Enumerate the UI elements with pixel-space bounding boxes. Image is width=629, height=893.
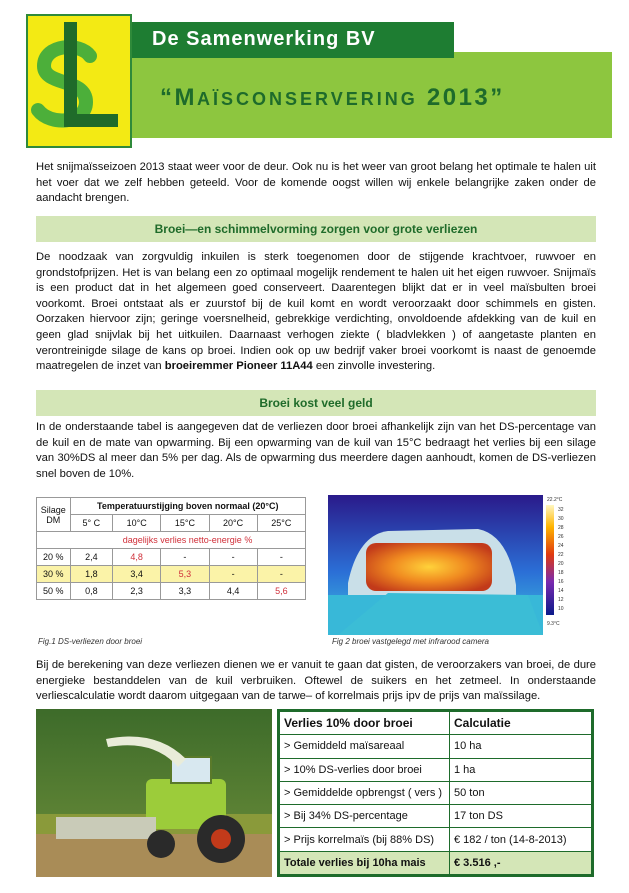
table-row: > Bij 34% DS-percentage 17 ton DS xyxy=(280,805,592,828)
svg-text:20: 20 xyxy=(558,561,564,567)
temp-group-header: Temperatuurstijging boven normaal (20°C) xyxy=(70,498,305,515)
table-row: 30 % 1,8 3,4 5,3 - - xyxy=(37,566,306,583)
svg-text:32: 32 xyxy=(558,507,564,513)
section1-paragraph: De noodzaak van zorgvuldig inkuilen is sterk toegenomen door de stijgende krachtvoer, ruwvoer en grondstofprijzen. Het is van belang een zo optimaal mogelijk rendement te halen uit het eigen ruwvoer. Snijmaïs is een product dat in het algemeen goed conserveert. Daarentegen blijkt dat er in veel maïsbulten broei voorkomt. Broei ontstaat als er zuurstof bij de kuil komt en wordt veroorzaakt door schimmels en gisten. Oorzaken hiervoor zijn; geringe voersnelheid, gebrekkige verdichting, onvoldoende afdekking van de kuil en geen glad snijvlak bij het uitkuilen. Daarnaast verhogen ziekte ( bladvlekken ) of aangetaste planten en verontreinigde silage de kans op broei. Indien ook op uw bedrijf vaker broei voorkomt is naast de genoemde maatregelen de inzet van broeiremmer Pioneer 11A44 een zinvolle investering. xyxy=(36,251,596,373)
sl-logo-graphic xyxy=(28,16,130,146)
temp-header: 5° C xyxy=(70,515,112,532)
figure2-caption: Fig 2 broei vastgelegd met infrarood camera xyxy=(332,637,489,646)
svg-text:26: 26 xyxy=(558,534,564,540)
company-name: De Samenwerking BV xyxy=(152,28,376,50)
loss-subheader: dagelijks verlies netto-energie % xyxy=(70,532,305,549)
calc-total-row: Totale verlies bij 10ha mais € 3.516 ,- xyxy=(280,851,592,874)
temp-header: 10°C xyxy=(113,515,161,532)
loss-table xyxy=(36,497,306,600)
svg-text:12: 12 xyxy=(558,597,564,603)
svg-text:30: 30 xyxy=(558,516,564,522)
section2-paragraph: In de onderstaande tabel is aangegeven dat de verliezen door broei afhankelijk zijn van het DS-percentage van de kuil en de mate van opwarming. Bij een opwarming van de kuil van 15°C bedraagt het verlies bij een silage van 30%DS al meer dan 5% per dag. Als de opwarming dus meerdere dagen aanhoudt, komen de DS-verliezen snel boven de 10%. xyxy=(36,421,596,480)
table-row: > Prijs korrelmaïs (bij 88% DS) € 182 / ton (14-8-2013) xyxy=(280,828,592,851)
temp-header: 20°C xyxy=(209,515,257,532)
table-row: > Gemiddeld maïsareaal 10 ha xyxy=(280,735,592,758)
svg-text:18: 18 xyxy=(558,570,564,576)
harvester-photo xyxy=(36,709,272,877)
page-title: “MAÏSCONSERVERING 2013” xyxy=(160,84,505,111)
product-name: broeiremmer Pioneer 11A44 xyxy=(164,360,313,373)
figure1-caption: Fig.1 DS-verliezen door broei xyxy=(38,637,143,646)
table-row: 50 % 0,8 2,3 3,3 4,4 5,6 xyxy=(37,583,306,600)
section-heading-kosten: Broei kost veel geld xyxy=(36,390,596,416)
sl-logo xyxy=(26,14,132,148)
table-row: > 10% DS-verlies door broei 1 ha xyxy=(280,758,592,781)
temp-header: 15°C xyxy=(161,515,209,532)
table-row: 20 % 2,4 4,8 - - - xyxy=(37,549,306,566)
table-row: > Gemiddelde opbrengst ( vers ) 50 ton xyxy=(280,781,592,804)
svg-text:16: 16 xyxy=(558,579,564,585)
col-silage-dm: Silage DM xyxy=(37,498,71,532)
infrared-image xyxy=(328,495,578,635)
calc-intro-paragraph: Bij de berekening van deze verliezen dienen we er vanuit te gaan dat gisten, de veroorzakers van broei, de dure energieke bestanddelen van de kuil verbruiken. Oftewel de suikers en het zetmeel. In onderstaande verliescalculatie wordt daarom uitgegaan van de tarwe– of korrelmais prijs ipv de prijs van maïssilage. xyxy=(36,659,596,703)
svg-text:10: 10 xyxy=(558,606,564,612)
intro-paragraph: Het snijmaïsseizoen 2013 staat weer voor de deur. Ook nu is het weer van groot belang het optimale te halen uit het voer dat we zelf hebben geteeld. Voor de komende oogst willen wij enkele belangrijke zaken onder de aandacht brengen. xyxy=(36,161,596,205)
ir-scale-top: 22.2°C xyxy=(547,497,563,503)
svg-text:14: 14 xyxy=(558,588,564,594)
loss-calculation-table xyxy=(277,709,594,877)
calc-header-row: Verlies 10% door broei Calculatie xyxy=(280,712,592,735)
ir-scale-bottom: 9.3°C xyxy=(547,621,560,627)
section-heading-broei: Broei—en schimmelvorming zorgen voor grote verliezen xyxy=(36,216,596,242)
temp-header: 25°C xyxy=(257,515,305,532)
svg-text:24: 24 xyxy=(558,543,564,549)
svg-text:28: 28 xyxy=(558,525,564,531)
svg-text:22: 22 xyxy=(558,552,564,558)
loss-table-figure xyxy=(36,497,319,633)
